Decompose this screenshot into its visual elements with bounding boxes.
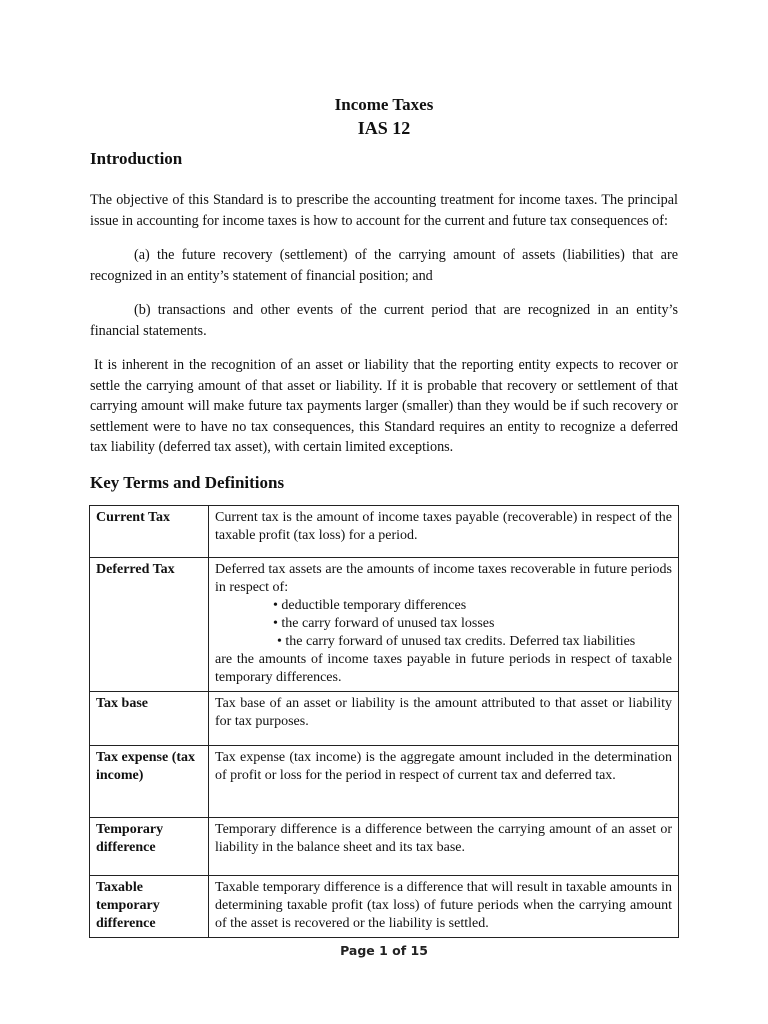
intro-paragraph-item-b: (b) transactions and other events of the current period that are recognized in an entity’s financial statements. — [90, 302, 678, 339]
definition-cell: Current tax is the amount of income taxes payable (recoverable) in respect of the taxable profit (tax loss) for a period. — [209, 505, 679, 557]
definitions-table — [89, 505, 679, 938]
term-cell: Current Tax — [90, 505, 209, 557]
intro-paragraph-item-a: (a) the future recovery (settlement) of the carrying amount of assets (liabilities) that are recognized in an entity’s statement of financial position; and — [90, 247, 678, 284]
table-row — [90, 691, 679, 745]
intro-paragraph-objective: The objective of this Standard is to prescribe the accounting treatment for income taxes. The principal issue in accounting for income taxes is how to account for the current and future tax consequences of: — [90, 192, 678, 229]
key-terms-heading: Key Terms and Definitions — [90, 472, 285, 492]
document-title: Income Taxes — [334, 95, 434, 114]
term-cell: Tax expense (tax income) — [90, 745, 209, 817]
table-row — [90, 505, 679, 557]
page-content — [90, 94, 678, 938]
definition-intro: Deferred tax assets are the amounts of income taxes recoverable in future periods in respect of: — [215, 561, 672, 595]
term-cell: Deferred Tax — [90, 557, 209, 691]
definition-cell: Tax expense (tax income) is the aggregate amount included in the determination of profit or loss for the period in respect of current tax and deferred tax. — [209, 745, 679, 817]
table-row — [90, 875, 679, 937]
definition-cell: Tax base of an asset or liability is the amount attributed to that asset or liability for tax purposes. — [209, 691, 679, 745]
definition-cell: Temporary difference is a difference between the carrying amount of an asset or liability in the balance sheet and its tax base. — [209, 817, 679, 875]
table-row — [90, 745, 679, 817]
page-number: Page 1 of 15 — [340, 943, 428, 958]
term-cell: Taxable temporary difference — [90, 875, 209, 937]
bullet-item: • the carry forward of unused tax losses — [273, 615, 495, 631]
term-cell: Tax base — [90, 691, 209, 745]
table-row — [90, 557, 679, 691]
definition-cell: Taxable temporary difference is a difference that will result in taxable amounts in determining taxable profit (tax loss) of future periods when the carrying amount of the asset is recovered or the liability is settled. — [209, 875, 679, 937]
intro-heading: Introduction — [90, 149, 183, 168]
bullet-item: • the carry forward of unused tax credits. Deferred tax liabilities — [277, 633, 636, 649]
table-row — [90, 817, 679, 875]
term-cell: Temporary difference — [90, 817, 209, 875]
bullet-item: • deductible temporary differences — [273, 597, 467, 613]
intro-paragraph-recognition: It is inherent in the recognition of an asset or liability that the reporting entity expects to recover or settle the carrying amount of that asset or liability. If it is probable that recovery or settlement of that carrying amount will make future tax payments larger (smaller) than they would be if such recovery or settlement were to have no tax consequences, this Standard requires an entity to recognize a deferred tax liability (deferred tax asset), with certain limited exceptions. — [90, 357, 678, 455]
definition-cell — [209, 557, 679, 691]
document-subtitle: IAS 12 — [357, 118, 411, 138]
definition-outro: are the amounts of income taxes payable in future periods in respect of taxable temporary differences. — [215, 651, 672, 685]
